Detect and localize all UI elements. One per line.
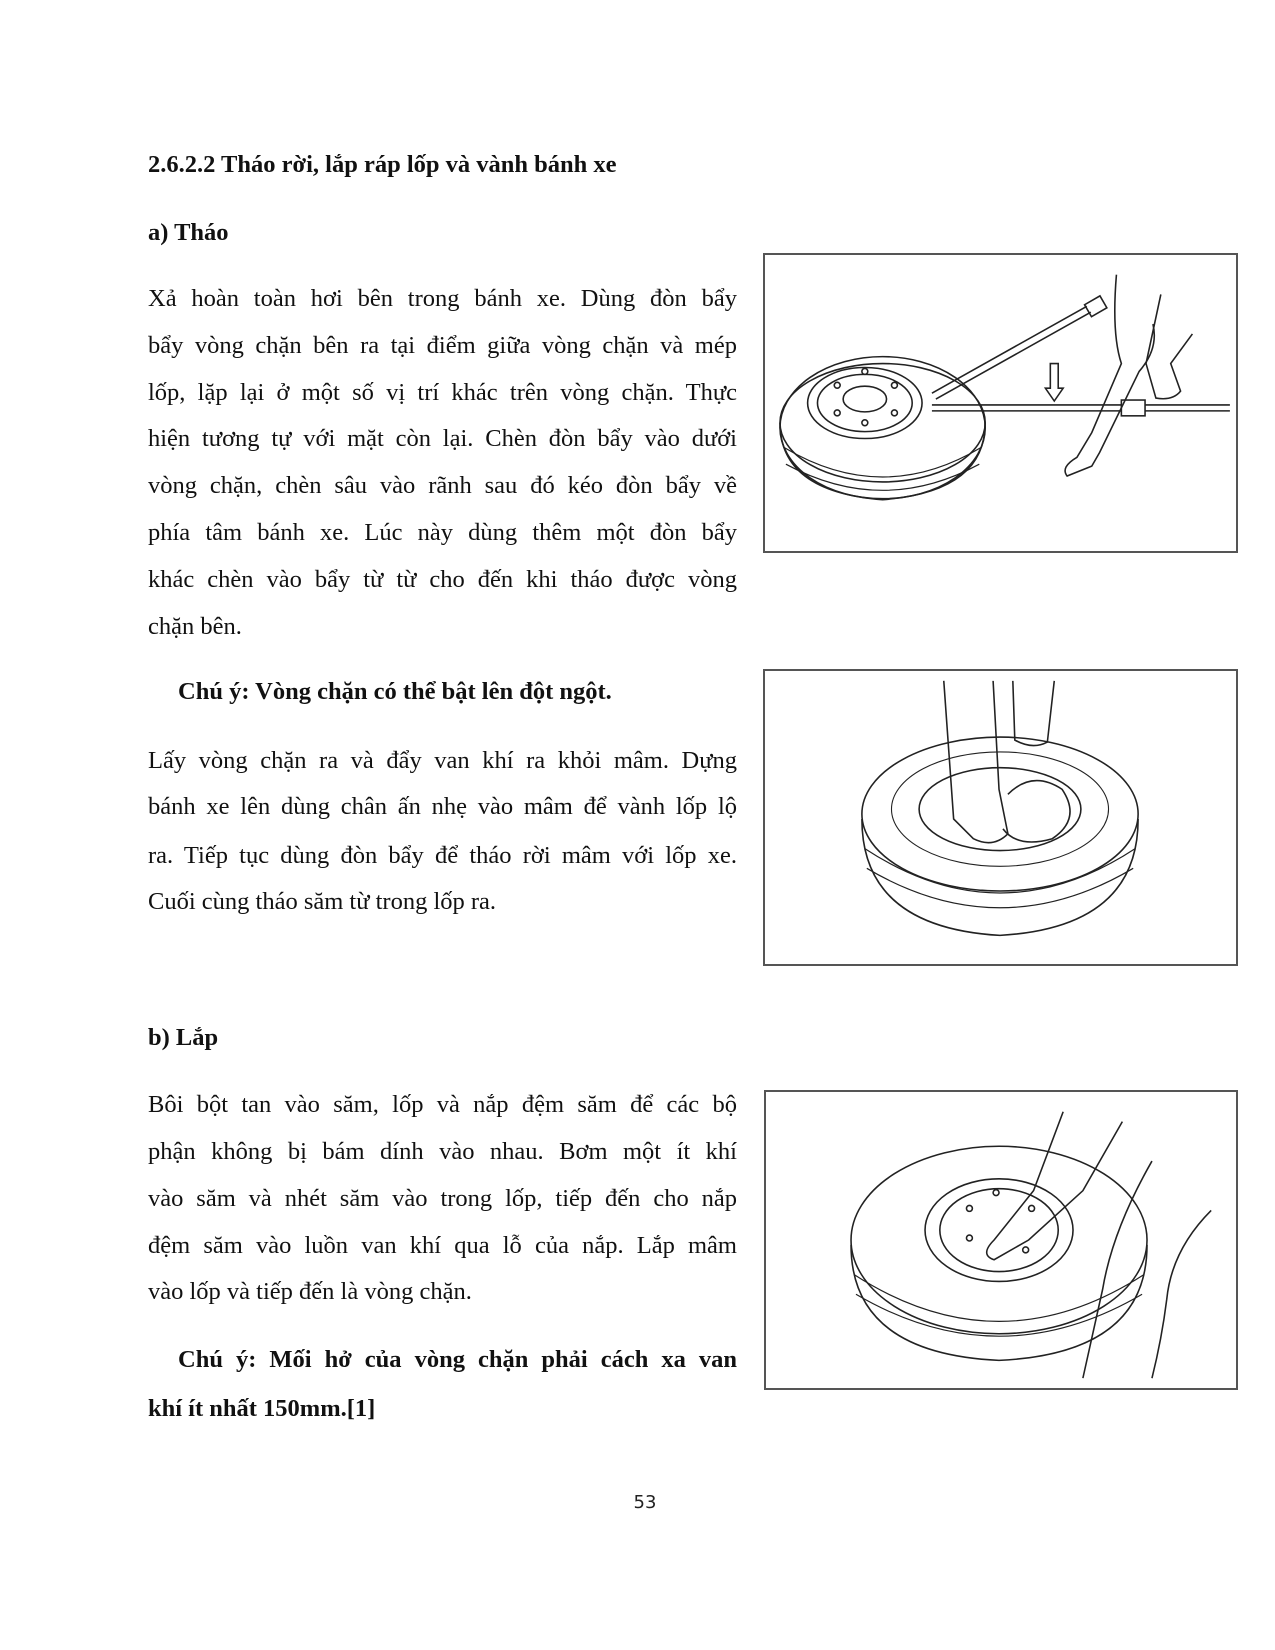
figure-lever-removal (763, 253, 1238, 553)
paragraph-line: bẩy vòng chặn bên ra tại điểm giữa vòng chặn và mép (148, 332, 737, 359)
paragraph-line: hiện tương tự với mặt còn lại. Chèn đòn bẩy vào dưới (148, 425, 737, 452)
paragraph-line: bánh xe lên dùng chân ấn nhẹ vào mâm để vành lốp lộ (148, 793, 737, 820)
paragraph-line: vòng chặn, chèn sâu vào rãnh sau đó kéo đòn bẩy về (148, 472, 737, 499)
figure-tube-removal (763, 669, 1238, 966)
paragraph-line: chặn bên. (148, 613, 242, 640)
paragraph-line: ra. Tiếp tục dùng đòn bẩy để tháo rời mâm với lốp xe. (148, 842, 737, 869)
section-heading: 2.6.2.2 Tháo rời, lắp ráp lốp và vành bánh xe (148, 151, 617, 178)
page-number: 53 (633, 1492, 657, 1513)
paragraph-line: phận không bị bám dính vào nhau. Bơm một ít khí (148, 1138, 737, 1165)
subheading-install: b) Lắp (148, 1024, 219, 1051)
paragraph-line: khác chèn vào bẩy từ từ cho đến khi tháo được vòng (148, 566, 737, 593)
warning-note-line: khí ít nhất 150mm.[1] (148, 1395, 376, 1422)
paragraph-line: lốp, lặp lại ở một số vị trí khác trên vòng chặn. Thực (148, 379, 737, 406)
paragraph-line: vào lốp và tiếp đến là vòng chặn. (148, 1278, 472, 1305)
paragraph-line: Cuối cùng tháo săm từ trong lốp ra. (148, 888, 497, 915)
warning-note-line: Chú ý: Mối hở của vòng chặn phải cách xa van (178, 1346, 737, 1373)
tire-lever-removal-icon (765, 255, 1236, 551)
tire-tube-removal-icon (765, 671, 1236, 964)
figure-assembly (764, 1090, 1238, 1390)
tire-assembly-icon (766, 1092, 1236, 1388)
warning-note: Chú ý: Vòng chặn có thể bật lên đột ngột. (178, 678, 612, 705)
paragraph-line: đệm săm vào luồn van khí qua lỗ của nắp. Lắp mâm (148, 1232, 737, 1259)
paragraph-line: phía tâm bánh xe. Lúc này dùng thêm một đòn bẩy (148, 519, 737, 546)
paragraph-line: Bôi bột tan vào săm, lốp và nắp đệm săm để các bộ (148, 1091, 737, 1118)
paragraph-line: vào săm và nhét săm vào trong lốp, tiếp đến cho nắp (148, 1185, 737, 1212)
paragraph-line: Lấy vòng chặn ra và đẩy van khí ra khỏi mâm. Dựng (148, 747, 737, 774)
paragraph-line: Xả hoàn toàn hơi bên trong bánh xe. Dùng đòn bẩy (148, 285, 737, 312)
subheading-remove: a) Tháo (148, 219, 229, 246)
